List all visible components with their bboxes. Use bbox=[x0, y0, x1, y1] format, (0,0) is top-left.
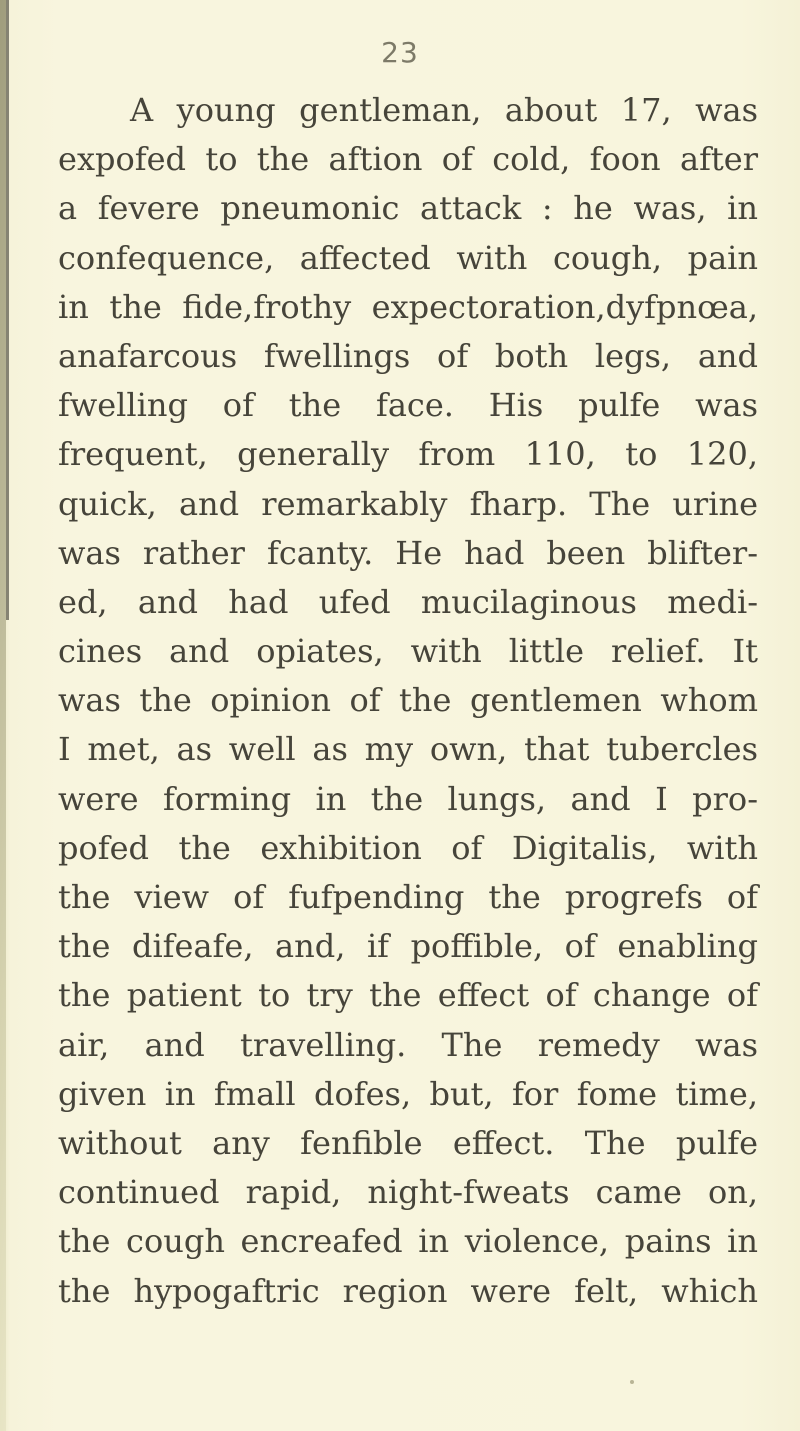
body-text bbox=[58, 86, 758, 1316]
page-number: 23 bbox=[381, 36, 419, 69]
text-line: the view of fufpending the progrefs of bbox=[58, 878, 758, 916]
text-line: I met, as well as my own, that tubercles bbox=[58, 730, 758, 769]
text-line: fwelling of the face. His pulfe was bbox=[58, 386, 758, 425]
text-line: the difeafe, and, if poffible, of enabling bbox=[58, 927, 758, 966]
text-line: pofed the exhibition of Digitalis, with bbox=[58, 828, 758, 867]
text-line: given in fmall dofes, but, for fome time, bbox=[58, 1074, 758, 1113]
binding-shadow bbox=[6, 0, 9, 620]
text-line: continued rapid, night-fweats came on, bbox=[58, 1173, 758, 1212]
text-line: the hypogaftric region were felt, which bbox=[58, 1271, 758, 1310]
text-line: were forming in the lungs, and I pro- bbox=[58, 779, 758, 818]
text-line: was rather fcanty. He had been blifter- bbox=[58, 533, 758, 572]
paper-speck bbox=[630, 1380, 634, 1384]
text-line: air, and travelling. The remedy was bbox=[58, 1025, 758, 1064]
text-line: A young gentleman, about 17, was bbox=[130, 91, 758, 129]
text-line: anafarcous fwellings of both legs, and bbox=[58, 336, 758, 375]
text-line: without any fenfible effect. The pulfe bbox=[58, 1123, 758, 1162]
text-line: frequent, generally from 110, to 120, bbox=[58, 435, 758, 474]
text-line: confequence, affected with cough, pain bbox=[58, 238, 758, 277]
text-line: a fevere pneumonic attack : he was, in bbox=[58, 189, 758, 228]
text-line: was the opinion of the gentlemen whom bbox=[58, 681, 758, 720]
text-line: the cough encreafed in violence, pains in bbox=[58, 1222, 758, 1261]
text-line: quick, and remarkably fharp. The urine bbox=[58, 484, 758, 523]
text-line: the patient to try the effect of change of bbox=[58, 976, 758, 1015]
text-line: expofed to the aftion of cold, foon after bbox=[58, 140, 758, 179]
text-line: cines and opiates, with little relief. It bbox=[58, 632, 758, 671]
text-line: ed, and had ufed mucilaginous medi- bbox=[58, 582, 758, 621]
text-line: in the fide,frothy expectoration,dyfpnœa, bbox=[58, 287, 758, 326]
